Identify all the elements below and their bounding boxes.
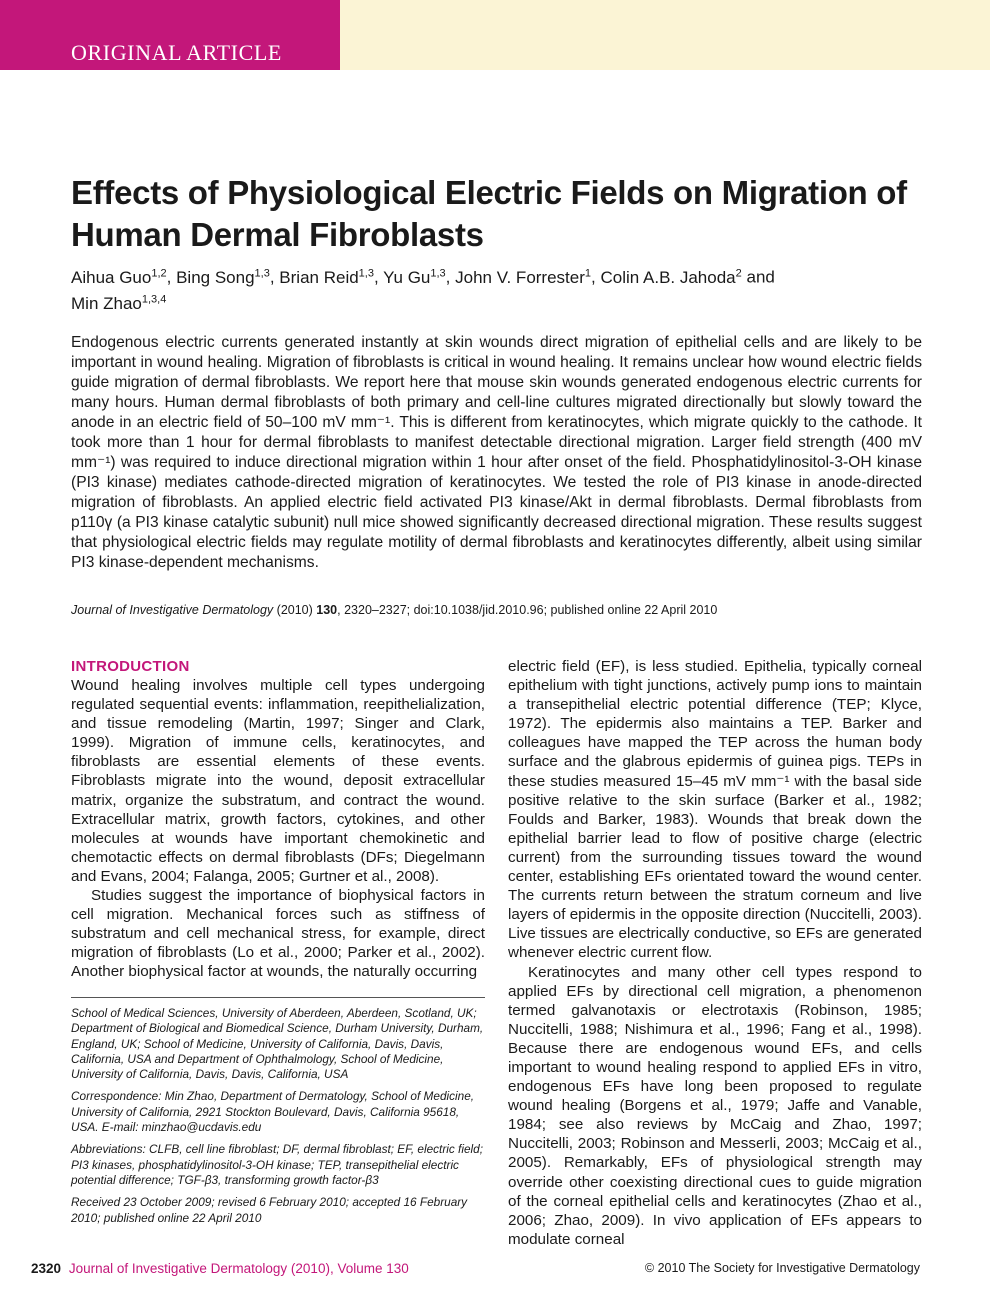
- footnotes: [71, 997, 485, 1233]
- author[interactable]: Bing Song$^{1,3}$: [176, 267, 270, 287]
- introduction-heading: INTRODUCTION: [71, 658, 190, 675]
- article-title: Effects of Physiological Electric Fields on Migration of Human Dermal Fibroblasts: [71, 174, 907, 253]
- author-list: Aihua Guo$^{1,2}$, Bing Song$^{1,3}$, Brian Reid$^{1,3}$, Yu Gu$^{1,3}$, John V. Forrester$^1$, Colin A.B. Jahoda$^2$ and Min Zhao$^{1,3,4}$: [71, 267, 775, 314]
- author[interactable]: Brian Reid$^{1,3}$: [279, 267, 374, 287]
- abbreviations: Abbreviations: CLFB, cell line fibroblast; DF, dermal fibroblast; EF, electric field; PI3 kinases, phosphatidylinositol-3-OH kinase; TEP, transepithelial electric potential difference; TGF-β3, transforming growth factor-β3: [71, 1142, 483, 1187]
- left-column: [71, 657, 485, 982]
- author[interactable]: Aihua Guo$^{1,2}$: [71, 267, 167, 287]
- author[interactable]: Min Zhao$^{1,3,4}$: [71, 293, 167, 314]
- paragraph: Wound healing involves multiple cell types undergoing regulated sequential events: inflammation, reepithelialization, and tissue remodeling (Martin, 1997; Singer and Clark, 1999). Migration of immune cells, keratinocytes, and fibroblasts are essential elements of these events. Fibroblasts migrate into the wound, deposit extracellular matrix, organize the substratum, and contract the wound. Extracellular matrix, growth factors, cytokines, and other molecules at wounds have important chemokinetic and chemotactic effects on dermal fibroblasts (DFs; Diegelmann and Evans, 2004; Falanga, 2005; Gurtner et al., 2008).: [71, 677, 485, 885]
- received-dates: Received 23 October 2009; revised 6 February 2010; accepted 16 February 2010; published online 22 April 2010: [71, 1195, 468, 1225]
- paragraph: electric field (EF), is less studied. Epithelia, typically corneal epithelium with tight junctions, actively pump ions to maintain a transepithelial electric potential difference (TEP; Klyce, 1972). The epidermis also maintains a TEP. Barker and colleagues have mapped the TEP across the human body surface and the glabrous epidermis of guinea pigs. TEPs in these studies measured 15–45 mV mm⁻¹ with the basal side positive relative to the skin surface (Barker et al., 1982; Foulds and Barker, 1983). Wounds that break down the epithelial barrier lead to flow of positive charge (electric current) from the surrounding tissues toward the wound center, establishing EFs orientated toward the wound center. The currents return between the stratum corneum and live layers of epidermis in the opposite direction (Nuccitelli, 2003). Live tissues are electrically conductive, so EFs are generated whenever electric current flow.: [508, 658, 922, 962]
- journal-citation: Journal of Investigative Dermatology (2010) 130, 2320–2327; doi:10.1038/jid.2010.96; published online 22 April 2010: [71, 603, 718, 617]
- article-type-banner: [0, 0, 340, 70]
- paragraph: Keratinocytes and many other cell types respond to applied EFs by directional cell migration, a phenomenon termed galvanotaxis or electrotaxis (Robinson, 1985; Nuccitelli, 1988; Nishimura et al., 1996; Fang et al., 1998). Because there are endogenous wound EFs, and cells important to wound healing respond to applied EFs in vitro, endogenous EFs have long been proposed to regulate wound healing (Borgens et al., 1979; Jaffe and Vanable, 1984; see also reviews by McCaig and Zhao, 1997; Nuccitelli, 2003; Robinson and Messerli, 2003; McCaig et al., 2005). Remarkably, EFs of physiological strength may override other coexisting directional cues to guide migration of the corneal epithelial cells and keratinocytes (Zhao et al., 2006; Zhao, 2009). In vivo application of EFs appears to modulate corneal: [508, 963, 922, 1248]
- author[interactable]: John V. Forrester$^1$: [455, 267, 592, 287]
- abstract: Endogenous electric currents generated instantly at skin wounds direct migration of epithelial cells and are likely to be important in wound healing. Migration of fibroblasts is critical in wound healing. It remains unclear how wound electric fields guide migration of dermal fibroblasts. We report here that mouse skin wounds generated endogenous electric currents for many hours. Human dermal fibroblasts of both primary and cell-line cultures migrated directionally but slowly toward the anode in an electric field of 50–100 mV mm⁻¹. This is different from keratinocytes, which migrate quickly to the cathode. It took more than 1 hour for dermal fibroblasts to manifest detectable directional migration. Larger field strength (400 mV mm⁻¹) was required to induce directional migration within 1 hour after onset of the field. Phosphatidylinositol-3-OH kinase (PI3 kinase) mediates cathode-directed migration of keratinocytes. We tested the role of PI3 kinase in anode-directed migration of fibroblasts. An applied electric field activated PI3 kinase/Akt in dermal fibroblasts. Dermal fibroblasts from p110γ (a PI3 kinase catalytic subunit) null mice showed significantly decreased directional migration. These results suggest that physiological electric fields may regulate motility of dermal fibroblasts and keratinocytes differently, albeit using similar PI3 kinase-dependent mechanisms.: [71, 334, 922, 571]
- author[interactable]: Colin A.B. Jahoda$^2$: [600, 267, 742, 287]
- header-band: [340, 0, 990, 70]
- right-column: [508, 657, 922, 1249]
- copyright: © 2010 The Society for Investigative Dermatology: [644, 1261, 920, 1275]
- page-footer-left: [31, 1261, 409, 1276]
- affiliations: School of Medical Sciences, University of Aberdeen, Aberdeen, Scotland, UK; Department of Biological and Biomedical Science, Durham University, Durham, England, UK; School of Medicine, University of California, Davis, Davis, California, USA and Department of Ophthalmology, School of Medicine, University of California, Davis, Davis, California, USA: [71, 1006, 484, 1082]
- page-number: 2320: [31, 1261, 62, 1276]
- journal-volume: Journal of Investigative Dermatology (2010), Volume 130: [68, 1261, 409, 1276]
- author[interactable]: Yu Gu$^{1,3}$: [383, 267, 446, 287]
- correspondence: Correspondence: Min Zhao, Department of Dermatology, School of Medicine, University of California, 2921 Stockton Boulevard, Davis, California 95618, USA. E-mail: minzhao@ucdavis.edu: [71, 1089, 475, 1135]
- article-type-label: ORIGINAL ARTICLE: [71, 40, 282, 65]
- paragraph: Studies suggest the importance of biophysical factors in cell migration. Mechanical forces such as stiffness of substratum and cell mechanical stress, for example, direct migration of fibroblasts (Lo et al., 2000; Parker et al., 2002). Another biophysical factor at wounds, the naturally occurring: [71, 887, 485, 981]
